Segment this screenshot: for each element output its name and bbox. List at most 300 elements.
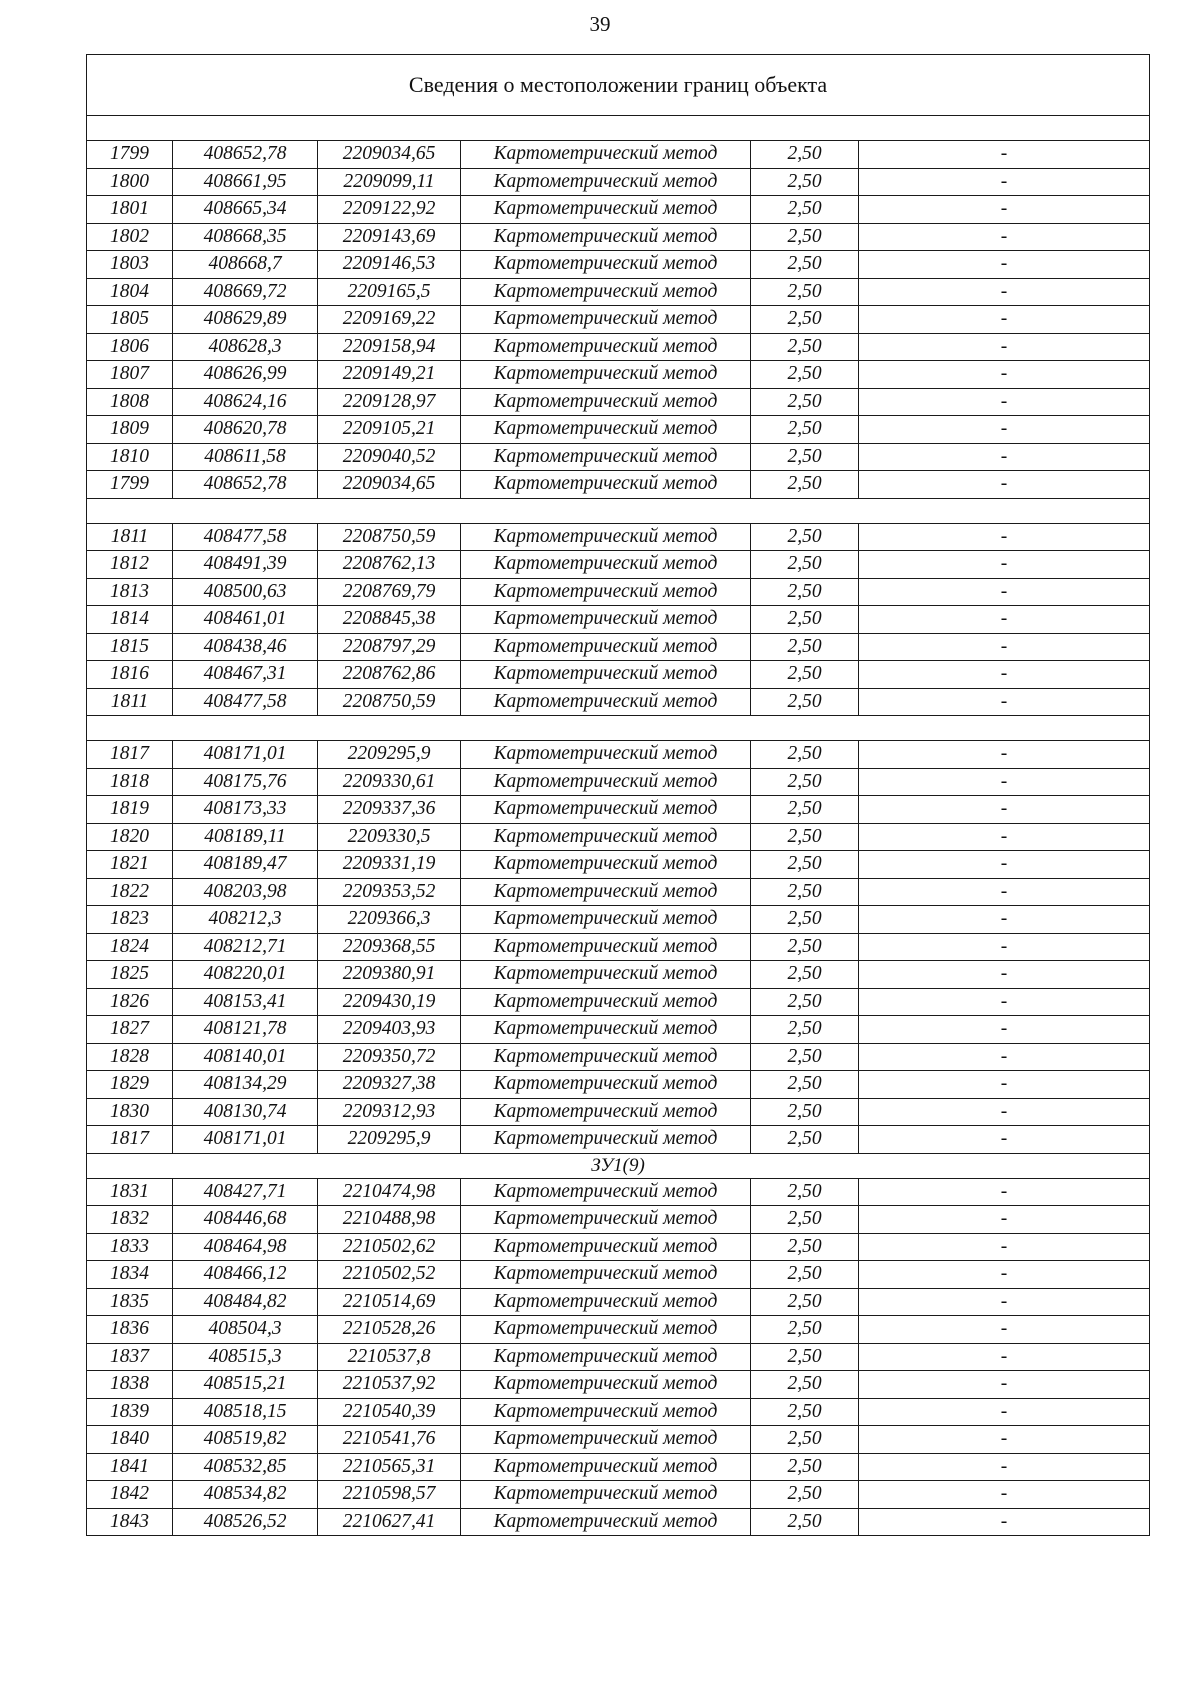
x-coordinate-cell: 408518,15 [173,1398,318,1426]
y-coordinate-cell: 2209330,61 [318,768,461,796]
accuracy-cell: 2,50 [751,1261,859,1289]
accuracy-cell: 2,50 [751,1453,859,1481]
point-number-cell: 1806 [87,333,173,361]
table-row [87,1178,1150,1206]
point-number-cell: 1803 [87,251,173,279]
description-cell: - [859,1453,1150,1481]
table-row [87,1508,1150,1536]
method-cell: Картометрический метод [461,551,751,579]
x-coordinate-cell: 408477,58 [173,523,318,551]
y-coordinate-cell: 2209165,5 [318,278,461,306]
point-number-cell: 1825 [87,961,173,989]
description-cell: - [859,1233,1150,1261]
table-row [87,1206,1150,1234]
y-coordinate-cell: 2209034,65 [318,471,461,499]
accuracy-cell: 2,50 [751,933,859,961]
accuracy-cell: 2,50 [751,1098,859,1126]
table-row [87,823,1150,851]
point-number-cell: 1837 [87,1343,173,1371]
y-coordinate-cell: 2209034,65 [318,141,461,169]
point-number-cell: 1824 [87,933,173,961]
accuracy-cell: 2,50 [751,551,859,579]
y-coordinate-cell: 2209403,93 [318,1016,461,1044]
table-row [87,1398,1150,1426]
accuracy-cell: 2,50 [751,223,859,251]
x-coordinate-cell: 408189,47 [173,851,318,879]
point-number-cell: 1828 [87,1043,173,1071]
y-coordinate-cell: 2210598,57 [318,1481,461,1509]
y-coordinate-cell: 2209380,91 [318,961,461,989]
point-number-cell: 1841 [87,1453,173,1481]
description-cell: - [859,168,1150,196]
section-separator-row [87,116,1150,141]
accuracy-cell: 2,50 [751,961,859,989]
x-coordinate-cell: 408504,3 [173,1316,318,1344]
accuracy-cell: 2,50 [751,606,859,634]
x-coordinate-cell: 408173,33 [173,796,318,824]
point-number-cell: 1808 [87,388,173,416]
description-cell: - [859,443,1150,471]
description-cell: - [859,1508,1150,1536]
point-number-cell: 1804 [87,278,173,306]
point-number-cell: 1801 [87,196,173,224]
description-cell: - [859,1371,1150,1399]
y-coordinate-cell: 2210514,69 [318,1288,461,1316]
x-coordinate-cell: 408427,71 [173,1178,318,1206]
table-row [87,416,1150,444]
x-coordinate-cell: 408477,58 [173,688,318,716]
description-cell: - [859,141,1150,169]
method-cell: Картометрический метод [461,851,751,879]
y-coordinate-cell: 2209128,97 [318,388,461,416]
point-number-cell: 1826 [87,988,173,1016]
x-coordinate-cell: 408467,31 [173,661,318,689]
method-cell: Картометрический метод [461,768,751,796]
method-cell: Картометрический метод [461,823,751,851]
method-cell: Картометрический метод [461,1016,751,1044]
y-coordinate-cell: 2208750,59 [318,688,461,716]
table-row [87,1371,1150,1399]
description-cell: - [859,416,1150,444]
accuracy-cell: 2,50 [751,1316,859,1344]
point-number-cell: 1817 [87,741,173,769]
section-label [87,498,1150,523]
x-coordinate-cell: 408515,3 [173,1343,318,1371]
point-number-cell: 1827 [87,1016,173,1044]
description-cell: - [859,278,1150,306]
x-coordinate-cell: 408466,12 [173,1261,318,1289]
table-row [87,306,1150,334]
point-number-cell: 1831 [87,1178,173,1206]
method-cell: Картометрический метод [461,306,751,334]
point-number-cell: 1840 [87,1426,173,1454]
table-row [87,1098,1150,1126]
accuracy-cell: 2,50 [751,878,859,906]
table-row [87,1288,1150,1316]
description-cell: - [859,768,1150,796]
point-number-cell: 1819 [87,796,173,824]
y-coordinate-cell: 2209295,9 [318,1126,461,1154]
point-number-cell: 1839 [87,1398,173,1426]
point-number-cell: 1802 [87,223,173,251]
method-cell: Картометрический метод [461,606,751,634]
x-coordinate-cell: 408438,46 [173,633,318,661]
description-cell: - [859,361,1150,389]
table-body [87,55,1150,1536]
accuracy-cell: 2,50 [751,688,859,716]
method-cell: Картометрический метод [461,1233,751,1261]
x-coordinate-cell: 408189,11 [173,823,318,851]
point-number-cell: 1832 [87,1206,173,1234]
point-number-cell: 1822 [87,878,173,906]
point-number-cell: 1815 [87,633,173,661]
y-coordinate-cell: 2209158,94 [318,333,461,361]
table-row [87,196,1150,224]
description-cell: - [859,1178,1150,1206]
y-coordinate-cell: 2210502,62 [318,1233,461,1261]
y-coordinate-cell: 2210541,76 [318,1426,461,1454]
accuracy-cell: 2,50 [751,768,859,796]
x-coordinate-cell: 408668,35 [173,223,318,251]
method-cell: Картометрический метод [461,1261,751,1289]
description-cell: - [859,796,1150,824]
x-coordinate-cell: 408652,78 [173,141,318,169]
method-cell: Картометрический метод [461,251,751,279]
method-cell: Картометрический метод [461,1343,751,1371]
point-number-cell: 1829 [87,1071,173,1099]
y-coordinate-cell: 2210502,52 [318,1261,461,1289]
y-coordinate-cell: 2209368,55 [318,933,461,961]
y-coordinate-cell: 2209099,11 [318,168,461,196]
x-coordinate-cell: 408532,85 [173,1453,318,1481]
method-cell: Картометрический метод [461,1126,751,1154]
table-row [87,851,1150,879]
accuracy-cell: 2,50 [751,741,859,769]
table-row [87,1426,1150,1454]
description-cell: - [859,523,1150,551]
point-number-cell: 1811 [87,523,173,551]
method-cell: Картометрический метод [461,741,751,769]
accuracy-cell: 2,50 [751,1071,859,1099]
method-cell: Картометрический метод [461,523,751,551]
description-cell: - [859,633,1150,661]
method-cell: Картометрический метод [461,471,751,499]
x-coordinate-cell: 408464,98 [173,1233,318,1261]
point-number-cell: 1818 [87,768,173,796]
method-cell: Картометрический метод [461,1043,751,1071]
x-coordinate-cell: 408669,72 [173,278,318,306]
method-cell: Картометрический метод [461,633,751,661]
method-cell: Картометрический метод [461,196,751,224]
y-coordinate-cell: 2209366,3 [318,906,461,934]
method-cell: Картометрический метод [461,661,751,689]
x-coordinate-cell: 408515,21 [173,1371,318,1399]
description-cell: - [859,1206,1150,1234]
description-cell: - [859,471,1150,499]
y-coordinate-cell: 2210488,98 [318,1206,461,1234]
description-cell: - [859,661,1150,689]
point-number-cell: 1835 [87,1288,173,1316]
description-cell: - [859,823,1150,851]
y-coordinate-cell: 2209331,19 [318,851,461,879]
y-coordinate-cell: 2210474,98 [318,1178,461,1206]
x-coordinate-cell: 408212,3 [173,906,318,934]
description-cell: - [859,688,1150,716]
accuracy-cell: 2,50 [751,1398,859,1426]
method-cell: Картометрический метод [461,1178,751,1206]
point-number-cell: 1810 [87,443,173,471]
x-coordinate-cell: 408500,63 [173,578,318,606]
table-row [87,988,1150,1016]
section-label [87,116,1150,141]
y-coordinate-cell: 2209149,21 [318,361,461,389]
y-coordinate-cell: 2209327,38 [318,1071,461,1099]
accuracy-cell: 2,50 [751,1343,859,1371]
accuracy-cell: 2,50 [751,251,859,279]
method-cell: Картометрический метод [461,688,751,716]
description-cell: - [859,1426,1150,1454]
point-number-cell: 1812 [87,551,173,579]
y-coordinate-cell: 2210627,41 [318,1508,461,1536]
method-cell: Картометрический метод [461,361,751,389]
table-row [87,141,1150,169]
method-cell: Картометрический метод [461,333,751,361]
description-cell: - [859,851,1150,879]
table-row [87,1261,1150,1289]
table-row [87,961,1150,989]
description-cell: - [859,196,1150,224]
table-row [87,741,1150,769]
x-coordinate-cell: 408652,78 [173,471,318,499]
y-coordinate-cell: 2208845,38 [318,606,461,634]
description-cell: - [859,906,1150,934]
table-row [87,1016,1150,1044]
table-row [87,688,1150,716]
point-number-cell: 1833 [87,1233,173,1261]
section-label [87,716,1150,741]
method-cell: Картометрический метод [461,223,751,251]
method-cell: Картометрический метод [461,1426,751,1454]
boundary-table [86,54,1150,1536]
x-coordinate-cell: 408461,01 [173,606,318,634]
y-coordinate-cell: 2210540,39 [318,1398,461,1426]
accuracy-cell: 2,50 [751,823,859,851]
y-coordinate-cell: 2210537,8 [318,1343,461,1371]
table-row [87,361,1150,389]
table-row [87,661,1150,689]
y-coordinate-cell: 2209105,21 [318,416,461,444]
point-number-cell: 1816 [87,661,173,689]
x-coordinate-cell: 408620,78 [173,416,318,444]
y-coordinate-cell: 2208797,29 [318,633,461,661]
x-coordinate-cell: 408140,01 [173,1043,318,1071]
table-title-row [87,55,1150,116]
description-cell: - [859,223,1150,251]
method-cell: Картометрический метод [461,443,751,471]
accuracy-cell: 2,50 [751,1288,859,1316]
x-coordinate-cell: 408624,16 [173,388,318,416]
description-cell: - [859,606,1150,634]
x-coordinate-cell: 408629,89 [173,306,318,334]
description-cell: - [859,578,1150,606]
table-row [87,1043,1150,1071]
y-coordinate-cell: 2209040,52 [318,443,461,471]
section-separator-row [87,498,1150,523]
description-cell: - [859,551,1150,579]
table-row [87,1481,1150,1509]
accuracy-cell: 2,50 [751,906,859,934]
x-coordinate-cell: 408134,29 [173,1071,318,1099]
accuracy-cell: 2,50 [751,1233,859,1261]
table-row [87,606,1150,634]
y-coordinate-cell: 2210565,31 [318,1453,461,1481]
table-row [87,333,1150,361]
point-number-cell: 1821 [87,851,173,879]
method-cell: Картометрический метод [461,578,751,606]
point-number-cell: 1830 [87,1098,173,1126]
table-row [87,1453,1150,1481]
y-coordinate-cell: 2209143,69 [318,223,461,251]
method-cell: Картометрический метод [461,796,751,824]
point-number-cell: 1842 [87,1481,173,1509]
method-cell: Картометрический метод [461,1071,751,1099]
accuracy-cell: 2,50 [751,278,859,306]
accuracy-cell: 2,50 [751,578,859,606]
table-row [87,933,1150,961]
accuracy-cell: 2,50 [751,661,859,689]
y-coordinate-cell: 2208762,13 [318,551,461,579]
y-coordinate-cell: 2209430,19 [318,988,461,1016]
description-cell: - [859,1398,1150,1426]
point-number-cell: 1799 [87,141,173,169]
x-coordinate-cell: 408668,7 [173,251,318,279]
table-row [87,633,1150,661]
description-cell: - [859,741,1150,769]
point-number-cell: 1820 [87,823,173,851]
x-coordinate-cell: 408171,01 [173,741,318,769]
table-title: Сведения о местоположении границ объекта [87,55,1150,116]
accuracy-cell: 2,50 [751,1178,859,1206]
method-cell: Картометрический метод [461,141,751,169]
method-cell: Картометрический метод [461,1398,751,1426]
table-row [87,1071,1150,1099]
accuracy-cell: 2,50 [751,796,859,824]
x-coordinate-cell: 408446,68 [173,1206,318,1234]
point-number-cell: 1814 [87,606,173,634]
x-coordinate-cell: 408175,76 [173,768,318,796]
description-cell: - [859,1126,1150,1154]
x-coordinate-cell: 408130,74 [173,1098,318,1126]
table-row [87,578,1150,606]
accuracy-cell: 2,50 [751,1371,859,1399]
method-cell: Картометрический метод [461,1371,751,1399]
x-coordinate-cell: 408153,41 [173,988,318,1016]
table-row [87,1126,1150,1154]
method-cell: Картометрический метод [461,1206,751,1234]
accuracy-cell: 2,50 [751,988,859,1016]
method-cell: Картометрический метод [461,906,751,934]
y-coordinate-cell: 2209295,9 [318,741,461,769]
table-row [87,471,1150,499]
y-coordinate-cell: 2209146,53 [318,251,461,279]
section-label: ЗУ1(9) [87,1153,1150,1178]
accuracy-cell: 2,50 [751,1481,859,1509]
accuracy-cell: 2,50 [751,141,859,169]
accuracy-cell: 2,50 [751,1206,859,1234]
y-coordinate-cell: 2210528,26 [318,1316,461,1344]
y-coordinate-cell: 2210537,92 [318,1371,461,1399]
x-coordinate-cell: 408626,99 [173,361,318,389]
table-row [87,523,1150,551]
x-coordinate-cell: 408628,3 [173,333,318,361]
description-cell: - [859,388,1150,416]
point-number-cell: 1811 [87,688,173,716]
description-cell: - [859,933,1150,961]
table-row [87,1343,1150,1371]
method-cell: Картометрический метод [461,1481,751,1509]
method-cell: Картометрический метод [461,961,751,989]
accuracy-cell: 2,50 [751,333,859,361]
description-cell: - [859,1481,1150,1509]
x-coordinate-cell: 408665,34 [173,196,318,224]
description-cell: - [859,878,1150,906]
accuracy-cell: 2,50 [751,523,859,551]
description-cell: - [859,1043,1150,1071]
accuracy-cell: 2,50 [751,1016,859,1044]
point-number-cell: 1805 [87,306,173,334]
description-cell: - [859,1071,1150,1099]
section-separator-row [87,716,1150,741]
point-number-cell: 1809 [87,416,173,444]
method-cell: Картометрический метод [461,416,751,444]
y-coordinate-cell: 2209312,93 [318,1098,461,1126]
y-coordinate-cell: 2208750,59 [318,523,461,551]
y-coordinate-cell: 2209353,52 [318,878,461,906]
accuracy-cell: 2,50 [751,306,859,334]
accuracy-cell: 2,50 [751,851,859,879]
y-coordinate-cell: 2209330,5 [318,823,461,851]
x-coordinate-cell: 408526,52 [173,1508,318,1536]
x-coordinate-cell: 408519,82 [173,1426,318,1454]
table-row [87,796,1150,824]
accuracy-cell: 2,50 [751,416,859,444]
x-coordinate-cell: 408121,78 [173,1016,318,1044]
method-cell: Картометрический метод [461,168,751,196]
table-row [87,1316,1150,1344]
accuracy-cell: 2,50 [751,168,859,196]
method-cell: Картометрический метод [461,1508,751,1536]
x-coordinate-cell: 408212,71 [173,933,318,961]
accuracy-cell: 2,50 [751,196,859,224]
point-number-cell: 1813 [87,578,173,606]
table-row [87,278,1150,306]
x-coordinate-cell: 408484,82 [173,1288,318,1316]
method-cell: Картометрический метод [461,1453,751,1481]
x-coordinate-cell: 408534,82 [173,1481,318,1509]
description-cell: - [859,961,1150,989]
method-cell: Картометрический метод [461,1098,751,1126]
x-coordinate-cell: 408203,98 [173,878,318,906]
table-row [87,878,1150,906]
method-cell: Картометрический метод [461,933,751,961]
method-cell: Картометрический метод [461,1288,751,1316]
point-number-cell: 1843 [87,1508,173,1536]
y-coordinate-cell: 2209122,92 [318,196,461,224]
point-number-cell: 1799 [87,471,173,499]
y-coordinate-cell: 2209337,36 [318,796,461,824]
table-row [87,251,1150,279]
y-coordinate-cell: 2208762,86 [318,661,461,689]
